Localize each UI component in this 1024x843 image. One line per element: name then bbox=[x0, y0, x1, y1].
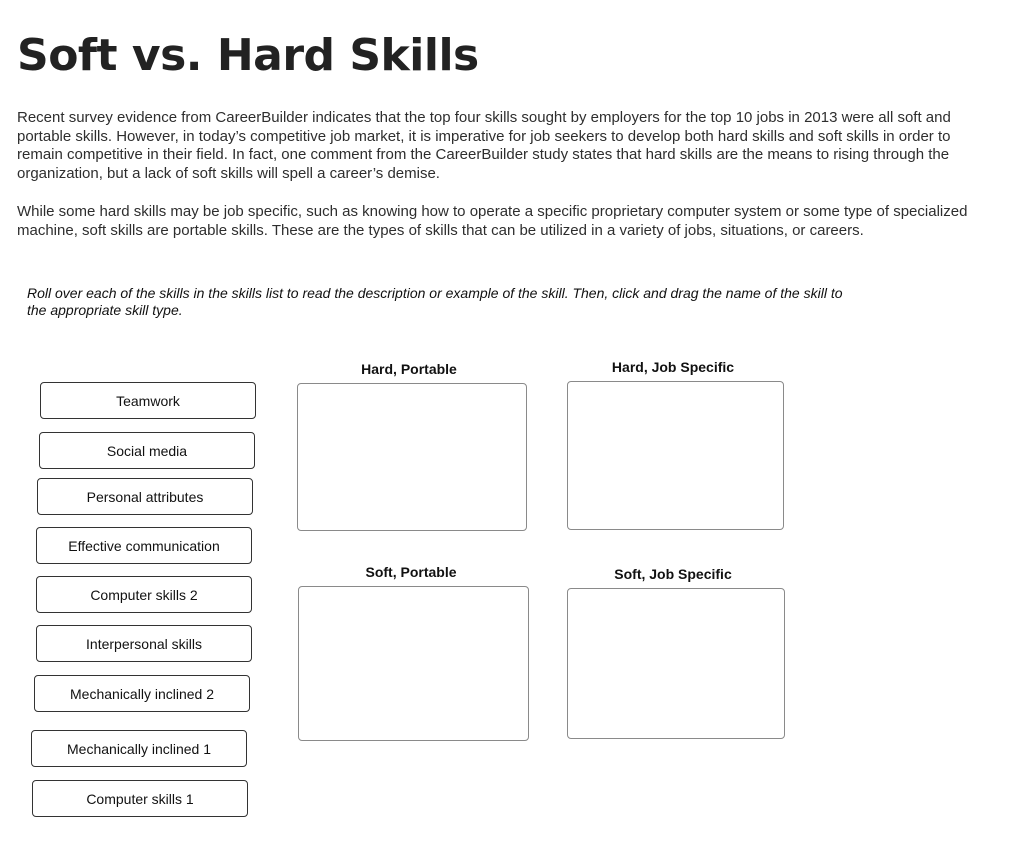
skill-effective-communication[interactable]: Effective communication bbox=[36, 527, 252, 564]
skill-interpersonal-skills[interactable]: Interpersonal skills bbox=[36, 625, 252, 662]
skill-teamwork[interactable]: Teamwork bbox=[40, 382, 256, 419]
page-title: Soft vs. Hard Skills bbox=[17, 30, 479, 81]
zone-label-hard-job-specific: Hard, Job Specific bbox=[611, 359, 735, 375]
zone-label-hard-portable: Hard, Portable bbox=[361, 361, 457, 377]
zone-label-soft-job-specific: Soft, Job Specific bbox=[614, 566, 732, 582]
skill-computer-skills-1[interactable]: Computer skills 1 bbox=[32, 780, 248, 817]
activity-instructions: Roll over each of the skills in the skills list to read the description or example of the skill. Then, click and drag the name of the skill to the appropriate skill type. bbox=[27, 285, 843, 318]
skill-computer-skills-2[interactable]: Computer skills 2 bbox=[36, 576, 252, 613]
intro-paragraph-2: While some hard skills may be job specific, such as knowing how to operate a specific proprietary computer system or some type of specialized machine, soft skills are portable skills. These are the types of skills that can be utilized in a variety of jobs, situations, or careers. bbox=[17, 203, 968, 239]
skill-mechanically-inclined-2[interactable]: Mechanically inclined 2 bbox=[34, 675, 250, 712]
drop-zone-soft-portable[interactable] bbox=[298, 586, 529, 741]
skill-social-media[interactable]: Social media bbox=[39, 432, 255, 469]
intro-paragraph-1: Recent survey evidence from CareerBuilder indicates that the top four skills sought by employers for the top 10 jobs in 2013 were all soft and portable skills. However, in today’s competitive job market, it is imperative for job seekers to develop both hard skills and soft skills in order to remain competitive in their field. In fact, one comment from the CareerBuilder study states that hard skills are the means to rising through the organization, but a lack of soft skills will spell a career’s demise. bbox=[17, 109, 951, 182]
zone-label-soft-portable: Soft, Portable bbox=[365, 564, 457, 580]
drop-zone-hard-portable[interactable] bbox=[297, 383, 527, 531]
skill-mechanically-inclined-1[interactable]: Mechanically inclined 1 bbox=[31, 730, 247, 767]
drop-zone-hard-job-specific[interactable] bbox=[567, 381, 784, 530]
skill-personal-attributes[interactable]: Personal attributes bbox=[37, 478, 253, 515]
drop-zone-soft-job-specific[interactable] bbox=[567, 588, 785, 739]
